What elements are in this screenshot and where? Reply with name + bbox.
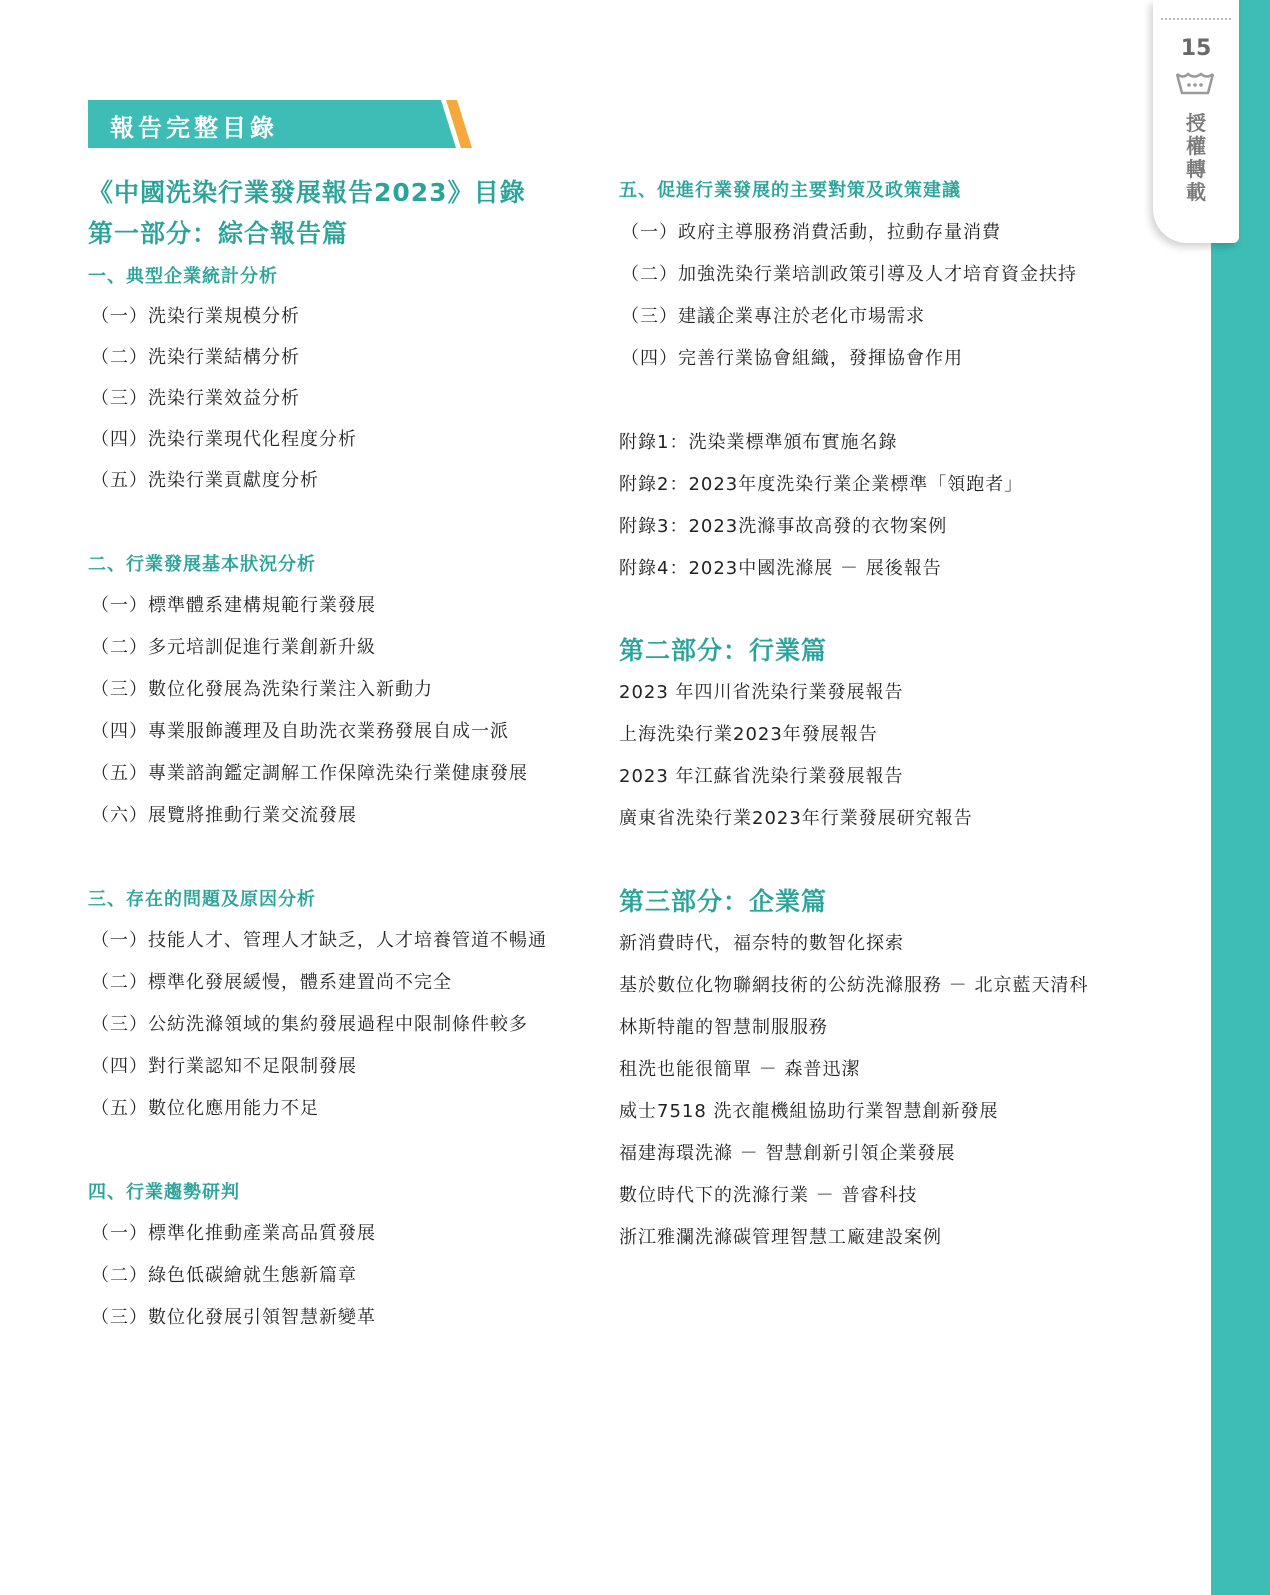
part2-title: 第二部分：行業篇 xyxy=(619,636,828,665)
toc-item: （五）專業諮詢鑑定調解工作保障洗染行業健康發展 xyxy=(91,763,528,784)
toc-item: 福建海環洗滌 － 智慧創新引領企業發展 xyxy=(619,1143,956,1164)
section-heading: 二、行業發展基本狀況分析 xyxy=(88,554,316,575)
toc-item: 基於數位化物聯網技術的公紡洗滌服務 － 北京藍天清科 xyxy=(619,975,1089,996)
vertical-char: 載 xyxy=(1186,180,1206,204)
appendix-item: 附錄3：2023洗滌事故高發的衣物案例 xyxy=(619,516,948,537)
vertical-char: 權 xyxy=(1186,134,1206,158)
banner-title: 報告完整目錄 xyxy=(110,114,278,142)
tab-dotted-line xyxy=(1161,18,1231,20)
page-number: 15 xyxy=(1180,36,1212,61)
toc-item: （二）綠色低碳繪就生態新篇章 xyxy=(91,1265,357,1286)
toc-item: 林斯特龍的智慧制服服務 xyxy=(619,1017,828,1038)
toc-item: （三）建議企業專注於老化市場需求 xyxy=(621,306,925,327)
toc-item: （三）數位化發展引領智慧新變革 xyxy=(91,1307,376,1328)
toc-item: （二）標準化發展緩慢，體系建置尚不完全 xyxy=(91,972,452,993)
toc-item: 上海洗染行業2023年發展報告 xyxy=(619,724,878,745)
vertical-char: 授 xyxy=(1186,111,1206,135)
toc-item: （一）技能人才、管理人才缺乏，人才培養管道不暢通 xyxy=(91,930,547,951)
section-heading: 一、典型企業統計分析 xyxy=(88,266,278,287)
side-tab xyxy=(1153,0,1239,243)
appendix-item: 附錄2：2023年度洗染行業企業標準「領跑者」 xyxy=(619,474,1024,495)
section-banner xyxy=(88,100,478,148)
toc-item: （一）政府主導服務消費活動，拉動存量消費 xyxy=(621,222,1001,243)
toc-item: （二）加強洗染行業培訓政策引導及人才培育資金扶持 xyxy=(621,264,1077,285)
vertical-label xyxy=(1153,112,1239,204)
toc-item: 租洗也能很簡單 － 森普迅潔 xyxy=(619,1059,861,1080)
toc-item: （五）數位化應用能力不足 xyxy=(91,1098,319,1119)
toc-item: 2023 年江蘇省洗染行業發展報告 xyxy=(619,766,904,787)
section-heading: 五、促進行業發展的主要對策及政策建議 xyxy=(619,180,961,201)
report-title: 《中國洗染行業發展報告2023》目錄 xyxy=(88,178,526,207)
section-heading: 三、存在的問題及原因分析 xyxy=(88,889,316,910)
appendix-item: 附錄4：2023中國洗滌展 － 展後報告 xyxy=(619,558,942,579)
wash-tub-icon xyxy=(1175,70,1215,96)
toc-item: 數位時代下的洗滌行業 － 普睿科技 xyxy=(619,1185,918,1206)
part1-title: 第一部分：綜合報告篇 xyxy=(88,219,349,248)
toc-item: 2023 年四川省洗染行業發展報告 xyxy=(619,682,904,703)
part3-title: 第三部分：企業篇 xyxy=(619,887,828,916)
toc-item: （一）標準體系建構規範行業發展 xyxy=(91,595,376,616)
toc-item: （四）專業服飾護理及自助洗衣業務發展自成一派 xyxy=(91,721,509,742)
toc-item: 威士7518 洗衣龍機組協助行業智慧創新發展 xyxy=(619,1101,999,1122)
toc-item: （二）洗染行業結構分析 xyxy=(91,347,300,368)
toc-item: （三）數位化發展為洗染行業注入新動力 xyxy=(91,679,433,700)
toc-item: 新消費時代，福奈特的數智化探索 xyxy=(619,933,904,954)
toc-item: （三）公紡洗滌領域的集約發展過程中限制條件較多 xyxy=(91,1014,528,1035)
appendix-item: 附錄1：洗染業標準頒布實施名錄 xyxy=(619,432,898,453)
toc-item: （二）多元培訓促進行業創新升級 xyxy=(91,637,376,658)
vertical-char: 轉 xyxy=(1186,157,1206,181)
toc-item: （一）標準化推動產業高品質發展 xyxy=(91,1223,376,1244)
toc-item: （四）完善行業協會組織，發揮協會作用 xyxy=(621,348,963,369)
toc-item: （四）對行業認知不足限制發展 xyxy=(91,1056,357,1077)
toc-item: （五）洗染行業貢獻度分析 xyxy=(91,470,319,491)
toc-item: （三）洗染行業效益分析 xyxy=(91,388,300,409)
toc-item: （四）洗染行業現代化程度分析 xyxy=(91,429,357,450)
section-heading: 四、行業趨勢研判 xyxy=(88,1182,240,1203)
toc-item: （一）洗染行業規模分析 xyxy=(91,306,300,327)
toc-item: 浙江雅瀾洗滌碳管理智慧工廠建設案例 xyxy=(619,1227,942,1248)
toc-item: 廣東省洗染行業2023年行業發展研究報告 xyxy=(619,808,973,829)
toc-item: （六）展覽將推動行業交流發展 xyxy=(91,805,357,826)
